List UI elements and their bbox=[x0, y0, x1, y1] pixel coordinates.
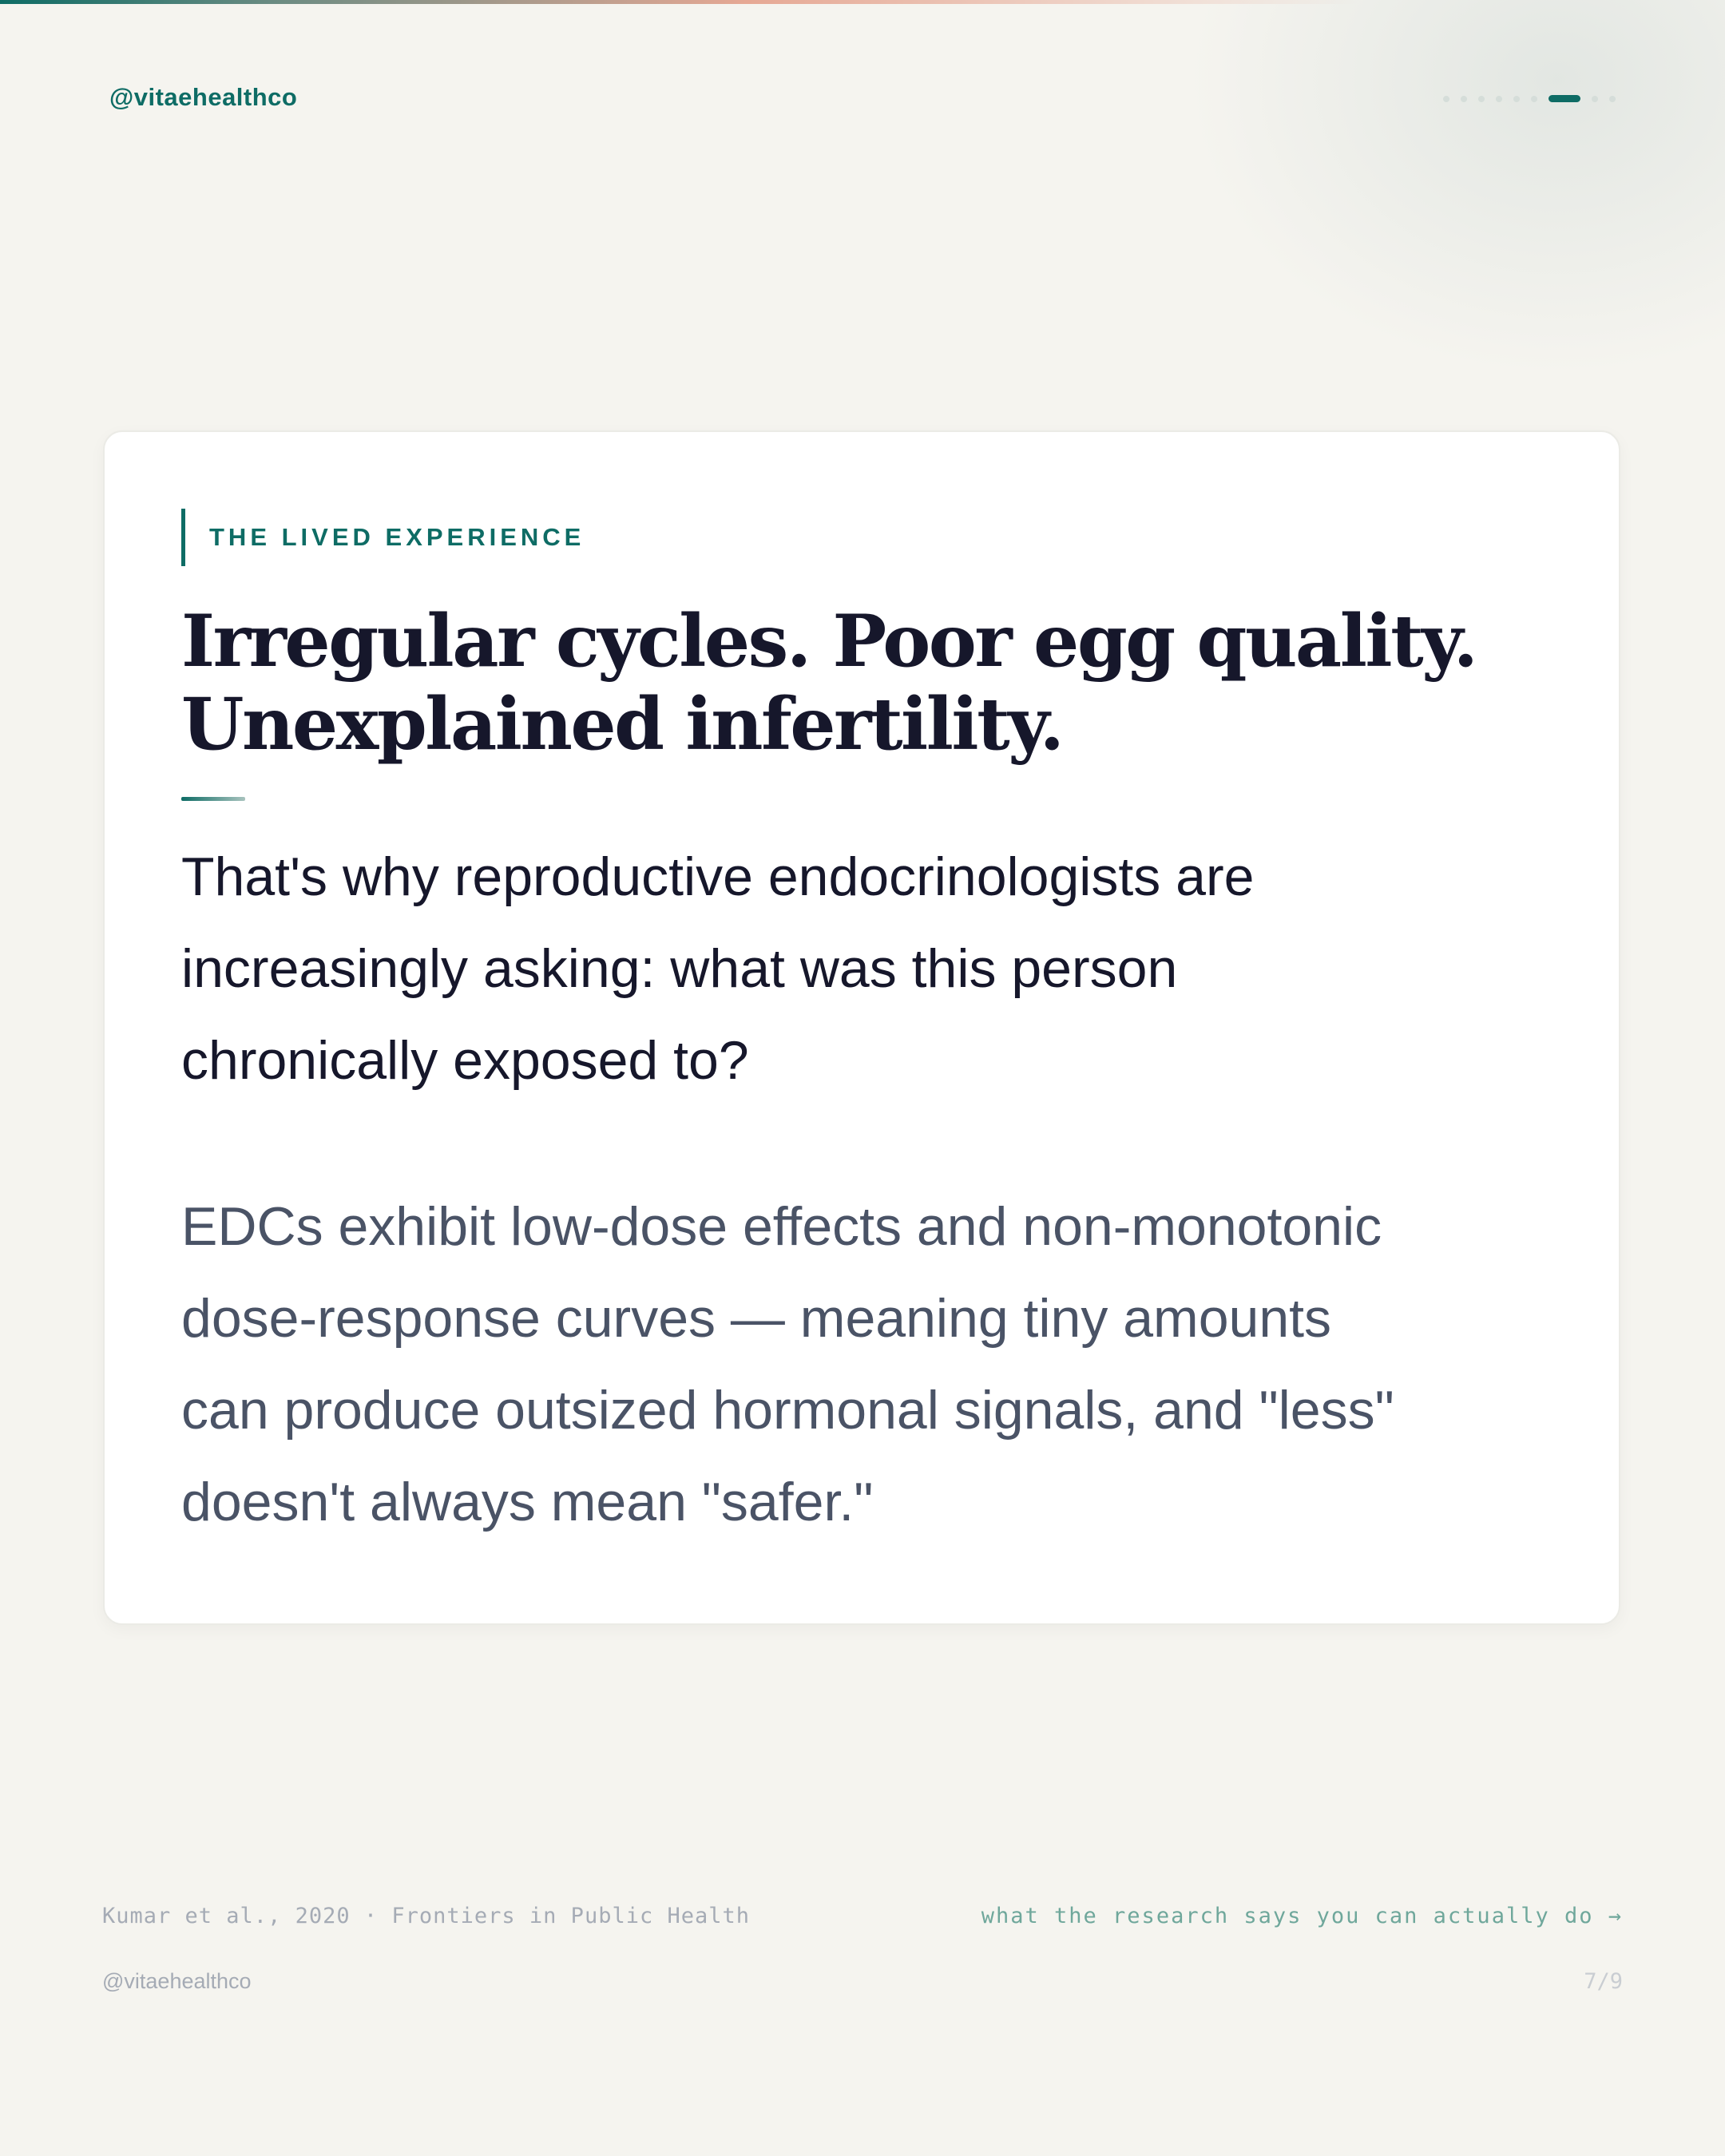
paragraph-line: chronically exposed to? bbox=[181, 1030, 749, 1091]
brand-handle[interactable]: @vitaehealthco bbox=[109, 83, 298, 111]
accent-rule bbox=[181, 797, 245, 801]
page-number: 7/9 bbox=[1584, 1969, 1623, 1994]
pager-dot[interactable] bbox=[1513, 96, 1520, 102]
paragraph-line: increasingly asking: what was this person bbox=[181, 938, 1178, 999]
body-paragraph bbox=[181, 1181, 1555, 1548]
pager-dot-active[interactable] bbox=[1549, 95, 1580, 102]
paragraph-line: doesn't always mean "safer." bbox=[181, 1472, 874, 1532]
headline-line: Unexplained infertility. bbox=[181, 682, 1063, 767]
pager-dot[interactable] bbox=[1443, 96, 1449, 102]
pager-dot[interactable] bbox=[1496, 96, 1502, 102]
pager-dot[interactable] bbox=[1531, 96, 1537, 102]
content-card bbox=[103, 430, 1620, 1625]
slide-pager bbox=[1432, 95, 1616, 102]
lead-paragraph bbox=[181, 831, 1555, 1107]
pager-dot[interactable] bbox=[1461, 96, 1467, 102]
pager-dot[interactable] bbox=[1592, 96, 1598, 102]
pager-dot[interactable] bbox=[1478, 96, 1485, 102]
headline-line: Irregular cycles. Poor egg quality. bbox=[181, 599, 1477, 684]
pager-dot[interactable] bbox=[1609, 96, 1616, 102]
paragraph-line: That's why reproductive endocrinologists are bbox=[181, 846, 1255, 907]
paragraph-line: dose-response curves — meaning tiny amounts bbox=[181, 1288, 1332, 1349]
headline bbox=[181, 600, 1539, 766]
section-eyebrow: THE LIVED EXPERIENCE bbox=[181, 509, 585, 566]
background-glow bbox=[1158, 0, 1725, 399]
footer-handle[interactable]: @vitaehealthco bbox=[102, 1969, 252, 1993]
source-citation: Kumar et al., 2020 · Frontiers in Public Health bbox=[102, 1904, 751, 1928]
paragraph-line: EDCs exhibit low-dose effects and non-monotonic bbox=[181, 1196, 1382, 1257]
top-gradient-bar bbox=[0, 0, 1358, 4]
paragraph-line: can produce outsized hormonal signals, and "less" bbox=[181, 1380, 1394, 1441]
next-slide-link[interactable]: what the research says you can actually do → bbox=[981, 1904, 1623, 1928]
